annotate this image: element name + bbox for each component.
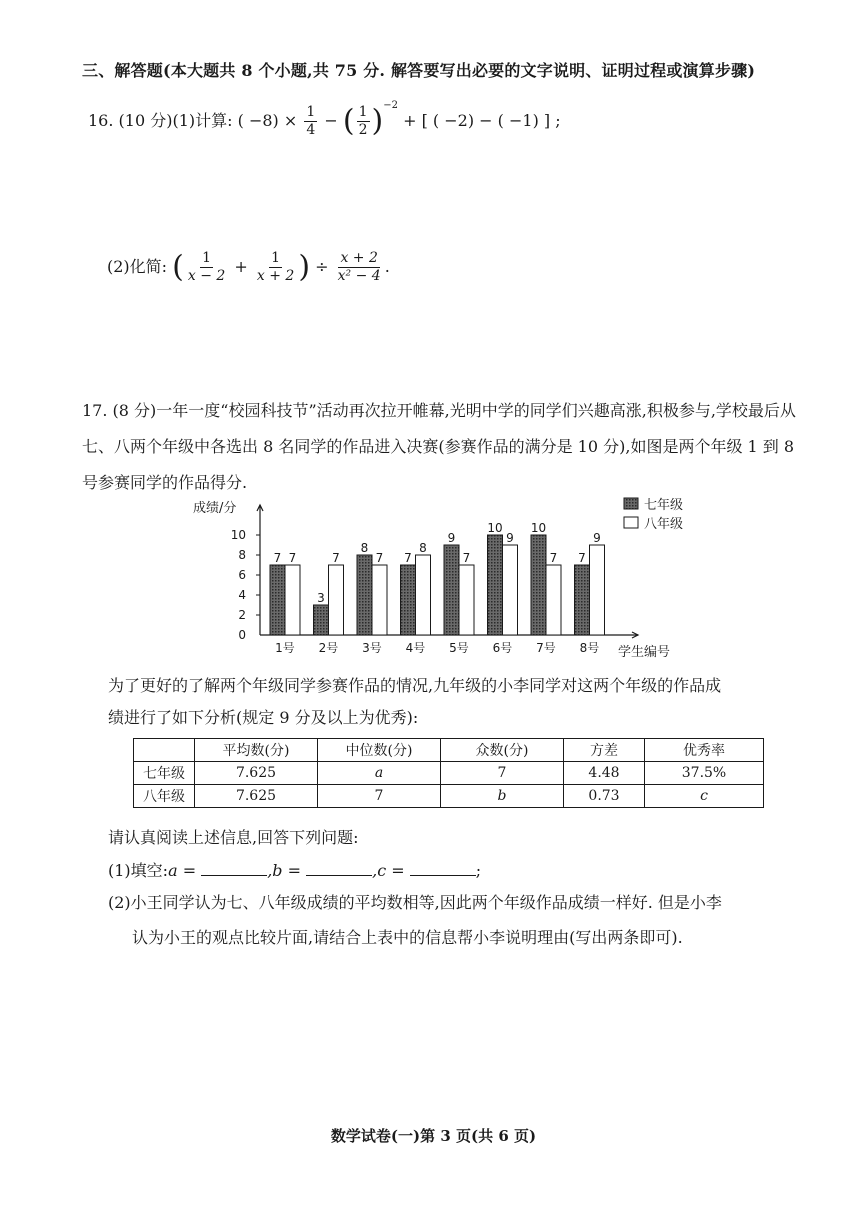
chart-bar xyxy=(546,565,561,635)
section-title: 三、解答题(本大题共 8 个小题,共 75 分. 解答要写出必要的文字说明、证明过程或演算步骤) xyxy=(82,61,756,80)
table-cell: 7 xyxy=(441,762,564,785)
chart-bar xyxy=(575,565,590,635)
frac-numerator: x + 2 xyxy=(340,250,378,266)
chart-bar xyxy=(488,535,503,635)
table-header-cell: 中位数(分) xyxy=(318,739,441,762)
part1-end: ; xyxy=(475,861,482,880)
bar-value-label: 9 xyxy=(447,531,456,545)
x-tick-label: 8号 xyxy=(579,641,600,655)
y-tick-label: 10 xyxy=(230,528,246,542)
q16-label: 16. (10 分)(1)计算: xyxy=(88,111,233,130)
left-paren: ( xyxy=(342,103,355,139)
question-16-part1 xyxy=(88,100,561,139)
q17-part1 xyxy=(108,858,481,881)
frac-numerator: 1 xyxy=(202,250,212,266)
frac-denominator: 4 xyxy=(306,122,316,138)
bar-value-label: 10 xyxy=(487,521,503,535)
answer-blank-b[interactable] xyxy=(306,861,372,876)
question-17-intro: 17. (8 分)一年一度“校园科技节”活动再次拉开帷幕,光明中学的同学们兴趣高涨,积极参与,学校最后从七、八两个年级中各选出 8 名同学的作品进入决赛(参赛作品的满分是 10 分),如图是两个年级 1 到 8 号参赛同学的作品得分. xyxy=(82,401,796,492)
bar-value-label: 9 xyxy=(593,531,601,545)
x-axis-title: 学生编号 xyxy=(618,645,671,660)
table-row xyxy=(134,762,764,785)
x-tick-label: 4号 xyxy=(405,641,426,655)
bar-value-label: 10 xyxy=(530,521,547,535)
legend-swatch xyxy=(624,498,638,509)
expr1-minus: − xyxy=(324,111,338,130)
chart-bar xyxy=(270,565,285,635)
table-cell: b xyxy=(441,785,564,808)
frac-denominator: 2 xyxy=(358,122,368,138)
frac-denominator: x + 2 xyxy=(256,268,295,284)
x-tick-label: 6号 xyxy=(492,641,513,655)
page-footer: 数学试卷(一)第 3 页(共 6 页) xyxy=(330,1127,537,1145)
expr2-frac2 xyxy=(255,250,296,285)
question-16-part2 xyxy=(107,250,390,285)
bar-value-label: 7 xyxy=(462,551,471,565)
q17-part2-line1: (2)小王同学认为七、八年级成绩的平均数相等,因此两个年级作品成绩一样好. 但是小李 xyxy=(108,893,722,912)
stats-table xyxy=(133,738,764,808)
x-tick-label: 2号 xyxy=(318,641,339,655)
table-cell: 4.48 xyxy=(564,762,645,785)
table-header-cell: 众数(分) xyxy=(441,739,564,762)
table-cell: 7.625 xyxy=(195,785,318,808)
expr1-exponent: −2 xyxy=(383,100,398,111)
chart-bar xyxy=(329,565,344,635)
answer-blank-a[interactable] xyxy=(201,861,267,876)
y-tick-label: 0 xyxy=(238,628,246,642)
chart-bar xyxy=(357,555,372,635)
expr2-frac3 xyxy=(336,250,383,285)
chart-bar xyxy=(590,545,605,635)
chart-bar xyxy=(314,605,329,635)
table-row xyxy=(134,785,764,808)
answer-blank-c[interactable] xyxy=(410,861,476,876)
table-cell: 七年级 xyxy=(134,762,195,785)
blank-a-label: a = xyxy=(168,861,197,880)
frac-numerator: 1 xyxy=(271,250,281,266)
frac-numerator: 1 xyxy=(306,104,316,120)
y-tick-label: 4 xyxy=(238,588,246,602)
expr2-end: . xyxy=(384,257,390,276)
table-header-cell xyxy=(134,739,195,762)
score-bar-chart xyxy=(188,490,698,665)
bar-value-label: 7 xyxy=(332,551,340,565)
chart-bar xyxy=(401,565,416,635)
chart-bar xyxy=(444,545,459,635)
table-header-cell: 优秀率 xyxy=(645,739,764,762)
bar-value-label: 7 xyxy=(404,551,412,565)
part1-label: (1)填空: xyxy=(108,861,169,880)
chart-bar xyxy=(459,565,474,635)
table-cell: 八年级 xyxy=(134,785,195,808)
bar-value-label: 7 xyxy=(549,551,558,565)
expr1-rest: + [ ( −2) − ( −1) ] ; xyxy=(403,111,561,130)
chart-bar xyxy=(416,555,431,635)
y-tick-label: 6 xyxy=(238,568,246,582)
bar-value-label: 7 xyxy=(578,551,586,565)
q17-part2-line2: 认为小王的观点比较片面,请结合上表中的信息帮小李说明理由(写出两条即可). xyxy=(132,928,683,947)
bar-value-label: 3 xyxy=(317,591,325,605)
blank-c-label: ,c = xyxy=(372,861,405,880)
right-paren: ) xyxy=(371,103,384,139)
table-header-row xyxy=(134,739,764,762)
bar-value-label: 7 xyxy=(273,551,282,565)
q17-instruction: 请认真阅读上述信息,回答下列问题: xyxy=(108,828,359,847)
table-cell: 7.625 xyxy=(195,762,318,785)
bar-value-label: 8 xyxy=(360,541,369,555)
x-tick-label: 1号 xyxy=(275,641,295,655)
table-header-cell: 平均数(分) xyxy=(195,739,318,762)
table-cell: c xyxy=(645,785,764,808)
left-paren: ( xyxy=(172,249,184,285)
frac-denominator: x² − 4 xyxy=(337,268,381,284)
table-cell: 37.5% xyxy=(645,762,764,785)
chart-bar xyxy=(503,545,518,635)
chart-bar xyxy=(531,535,546,635)
bar-value-label: 7 xyxy=(375,551,384,565)
y-tick-label: 8 xyxy=(238,548,246,562)
q17-para1: 为了更好的了解两个年级同学参赛作品的情况,九年级的小李同学对这两个年级的作品成 xyxy=(108,676,722,695)
blank-b-label: ,b = xyxy=(267,861,302,880)
chart-bar xyxy=(285,565,300,635)
table-cell: 7 xyxy=(318,785,441,808)
legend-swatch xyxy=(624,517,638,528)
table-header-cell: 方差 xyxy=(564,739,645,762)
table-cell: 0.73 xyxy=(564,785,645,808)
q17-para2: 绩进行了如下分析(规定 9 分及以上为优秀): xyxy=(108,708,419,727)
expr1-frac1 xyxy=(304,104,317,139)
frac-denominator: x − 2 xyxy=(187,268,226,284)
expr2-plus: + xyxy=(234,257,248,276)
expr1-a: ( −8) × xyxy=(237,111,298,130)
y-tick-label: 2 xyxy=(238,608,246,622)
q16-part2-label: (2)化简: xyxy=(107,257,168,276)
legend-label: 七年级 xyxy=(644,498,684,513)
chart-bar xyxy=(372,565,387,635)
table-cell: a xyxy=(318,762,441,785)
bar-value-label: 8 xyxy=(419,541,427,555)
expr2-div: ÷ xyxy=(315,257,329,276)
x-tick-label: 5号 xyxy=(449,641,469,655)
bar-value-label: 9 xyxy=(506,531,514,545)
expr1-frac2 xyxy=(357,104,370,139)
x-tick-label: 7号 xyxy=(536,641,556,655)
right-paren: ) xyxy=(298,249,311,285)
expr2-frac1 xyxy=(186,250,227,285)
y-axis-title: 成绩/分 xyxy=(193,501,237,516)
bar-value-label: 7 xyxy=(288,551,297,565)
x-tick-label: 3号 xyxy=(362,641,382,655)
legend-label: 八年级 xyxy=(644,517,684,532)
frac-numerator: 1 xyxy=(358,104,368,120)
